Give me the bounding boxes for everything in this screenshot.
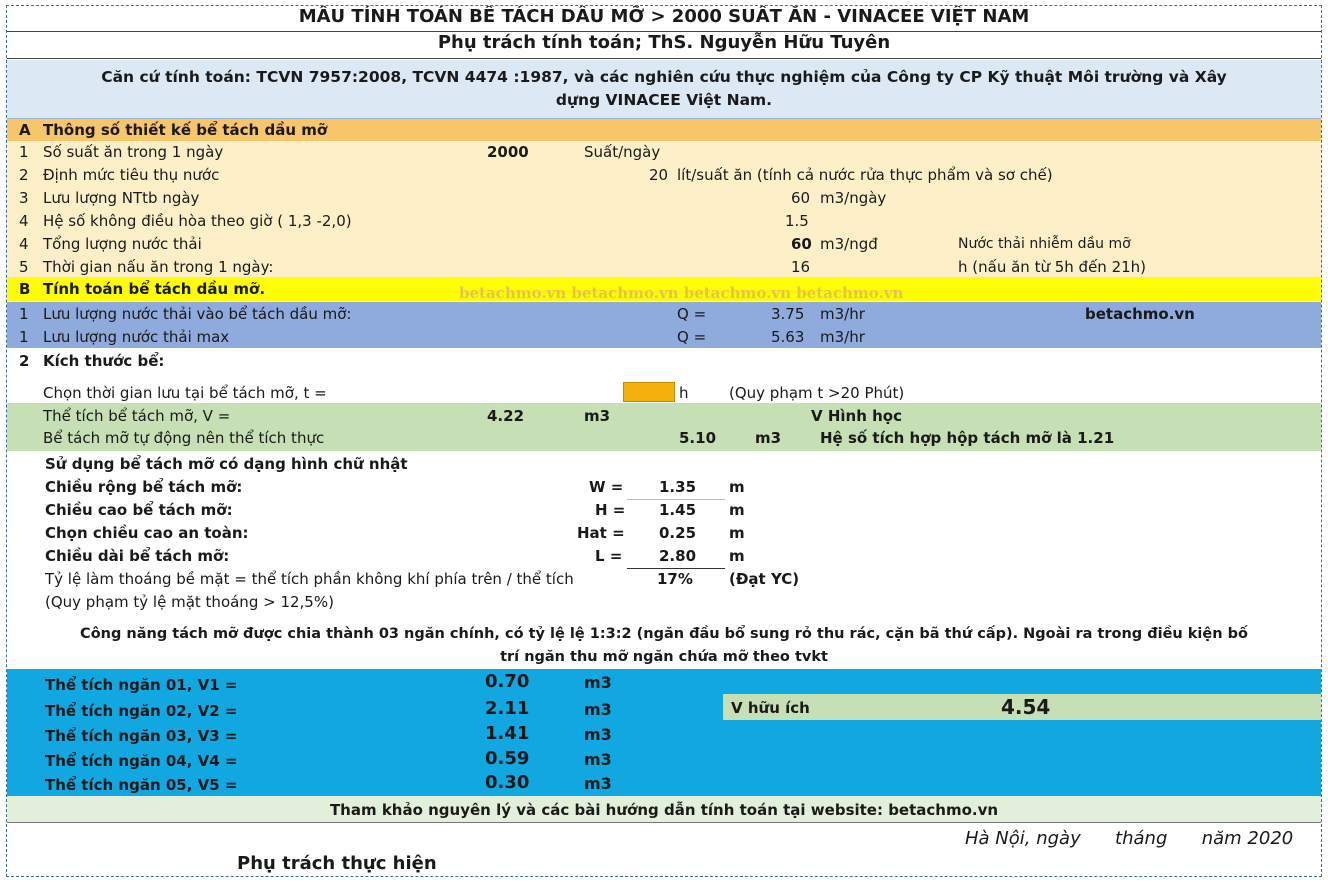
retention-unit: h <box>679 384 689 402</box>
row-number: 1 <box>19 328 29 346</box>
cooking-time-label: Thời gian nấu ăn trong 1 ngày: <box>43 258 274 276</box>
row-number: 4 <box>19 235 29 253</box>
inflow-symbol: Q = <box>677 305 707 323</box>
compartment-note-2: trí ngăn thu mỡ ngăn chứa mỡ theo tvkt <box>500 649 828 665</box>
watermark-text: betachmo.vn betachmo.vn betachmo.vn betachmo.vn <box>459 284 904 302</box>
compartments-block <box>7 669 1321 796</box>
avg-flow-unit: m3/ngày <box>820 189 887 207</box>
section-a-body <box>7 141 1321 277</box>
basis-line-1: Căn cứ tính toán: TCVN 7957:2008, TCVN 4474 :1987, và các nghiên cứu thực nghiệm của Công ty CP Kỹ thuật Môi trường và Xây <box>101 68 1227 86</box>
basis-band <box>7 60 1321 119</box>
author-band <box>7 32 1321 59</box>
total-flow-unit: m3/ngđ <box>820 235 878 253</box>
width-value: 1.35 <box>659 478 697 496</box>
volume-unit: m3 <box>584 407 611 425</box>
height-symbol: H = <box>595 501 626 519</box>
compartment-label: Thể tích ngăn 03, V3 = <box>45 727 238 745</box>
safe-height-label: Chọn chiều cao an toàn: <box>45 524 249 542</box>
ratio-label: Tỷ lệ làm thoáng bề mặt = thể tích phần không khí phía trên / thể tích <box>45 570 574 588</box>
width-label: Chiều rộng bể tách mỡ: <box>45 478 243 496</box>
compartment-unit: m3 <box>584 774 612 793</box>
ratio-norm: (Quy phạm tỷ lệ mặt thoáng > 12,5%) <box>45 593 334 611</box>
avg-flow-label: Lưu lượng NTtb ngày <box>43 189 200 207</box>
compartment-note-1: Công năng tách mỡ được chia thành 03 ngăn chính, có tỷ lệ lệ 1:3:2 (ngăn đầu bổ sung rỏ thu rác, cặn bã thứ cấp). Ngoài ra trong điều kiện bố <box>80 626 1248 642</box>
inflow-label: Lưu lượng nước thải vào bể tách dầu mỡ: <box>43 305 352 323</box>
rect-title: Sử dụng bể tách mỡ có dạng hình chữ nhật <box>45 455 408 473</box>
retention-input[interactable] <box>623 382 675 402</box>
volume-label: Thể tích bể tách mỡ, V = <box>43 407 231 425</box>
meals-label: Số suất ăn trong 1 ngày <box>43 143 224 161</box>
compartment-value: 0.59 <box>485 748 530 769</box>
section-a-title: Thông số thiết kế bể tách dầu mỡ <box>43 121 328 139</box>
ratio-value: 17% <box>657 570 693 588</box>
meals-value: 2000 <box>487 143 529 161</box>
compartment-value: 0.30 <box>485 772 530 793</box>
useful-volume-label: V hữu ích <box>731 699 810 717</box>
max-flow-value: 5.63 <box>771 328 805 346</box>
length-value: 2.80 <box>659 547 697 565</box>
inflow-unit: m3/hr <box>820 305 865 323</box>
row-number: 2 <box>19 166 29 184</box>
water-norm-label: Định mức tiêu thụ nước <box>43 166 220 184</box>
compartment-label: Thể tích ngăn 05, V5 = <box>45 776 238 794</box>
retention-note: (Quy phạm t >20 Phút) <box>729 384 905 402</box>
row-number: 3 <box>19 189 29 207</box>
water-norm-unit: lít/suất ăn (tính cả nước rửa thực phẩm và sơ chế) <box>677 166 1053 184</box>
section-b-letter: B <box>19 280 31 298</box>
section-a-letter: A <box>19 121 31 139</box>
width-unit: m <box>729 478 745 496</box>
length-symbol: L = <box>595 547 623 565</box>
size-title: Kích thước bể: <box>43 352 165 370</box>
compartment-unit: m3 <box>584 725 612 744</box>
safe-height-value: 0.25 <box>659 524 697 542</box>
auto-volume-value: 5.10 <box>679 429 717 447</box>
row-number: 4 <box>19 212 29 230</box>
compartment-unit: m3 <box>584 673 612 692</box>
total-flow-value: 60 <box>791 235 812 253</box>
total-flow-note: Nước thải nhiễm dầu mỡ <box>958 236 1131 252</box>
inflow-value: 3.75 <box>771 305 805 323</box>
underline-divider <box>627 499 725 500</box>
section-a-header <box>7 119 1321 141</box>
compartment-value: 2.11 <box>485 698 530 719</box>
row-number: 1 <box>19 305 29 323</box>
compartment-value: 1.41 <box>485 723 530 744</box>
total-flow-label: Tổng lượng nước thải <box>43 235 202 253</box>
signer-title: Phụ trách thực hiện <box>237 853 437 874</box>
auto-volume-unit: m3 <box>755 429 782 447</box>
ratio-status: (Đạt YC) <box>729 570 800 588</box>
volume-value: 4.22 <box>487 407 525 425</box>
row-number: 5 <box>19 258 29 276</box>
date-line: Hà Nội, ngày tháng năm 2020 <box>965 828 1294 849</box>
useful-volume-box <box>723 694 1322 720</box>
volume-note: V Hình học <box>811 407 902 425</box>
basis-line-2: dựng VINACEE Việt Nam. <box>555 91 773 109</box>
height-label: Chiều cao bể tách mỡ: <box>45 501 233 519</box>
cooking-time-note: h (nấu ăn từ 5h đến 21h) <box>958 258 1147 276</box>
meals-unit: Suất/ngày <box>584 143 661 161</box>
height-value: 1.45 <box>659 501 697 519</box>
underline-divider <box>627 568 725 569</box>
height-unit: m <box>729 501 745 519</box>
flow-rows <box>7 302 1321 348</box>
peak-factor-label: Hệ số không điều hòa theo giờ ( 1,3 -2,0) <box>43 212 352 230</box>
width-symbol: W = <box>589 478 624 496</box>
compartment-unit: m3 <box>584 750 612 769</box>
max-flow-unit: m3/hr <box>820 328 865 346</box>
compartment-unit: m3 <box>584 700 612 719</box>
auto-volume-label: Bể tách mỡ tự động nên thể tích thực <box>43 429 325 447</box>
rectangular-block <box>7 451 1321 669</box>
section-b-title: Tính toán bể tách dầu mỡ. <box>43 280 266 298</box>
compartment-value: 0.70 <box>485 671 530 692</box>
peak-factor-value: 1.5 <box>785 212 809 230</box>
length-unit: m <box>729 547 745 565</box>
row-number: 2 <box>19 352 30 370</box>
avg-flow-value: 60 <box>791 189 811 207</box>
cooking-time-value: 16 <box>791 258 811 276</box>
reference-text: Tham khảo nguyên lý và các bài hướng dẫn tính toán tại website: betachmo.vn <box>329 801 999 819</box>
compartment-label: Thể tích ngăn 04, V4 = <box>45 752 238 770</box>
author-line: Phụ trách tính toán; ThS. Nguyễn Hữu Tuyên <box>437 32 891 53</box>
row-number: 1 <box>19 143 29 161</box>
max-flow-label: Lưu lượng nước thải max <box>43 328 230 346</box>
length-label: Chiều dài bể tách mỡ: <box>45 547 230 565</box>
useful-volume-value: 4.54 <box>1001 695 1051 719</box>
calculation-sheet <box>6 5 1322 877</box>
compartment-label: Thể tích ngăn 01, V1 = <box>45 676 238 694</box>
page-title: MẪU TÍNH TOÁN BỂ TÁCH DẦU MỠ > 2000 SUẤT ĂN - VINACEE VIỆT NAM <box>298 6 1030 27</box>
safe-height-symbol: Hat = <box>577 524 625 542</box>
volume-block <box>7 403 1321 451</box>
compartment-label: Thể tích ngăn 02, V2 = <box>45 702 238 720</box>
max-flow-symbol: Q = <box>677 328 707 346</box>
website-label: betachmo.vn <box>1085 305 1195 323</box>
auto-volume-note: Hệ số tích hợp hộp tách mỡ là 1.21 <box>820 429 1115 447</box>
reference-band <box>7 796 1321 823</box>
title-band <box>7 6 1321 32</box>
safe-height-unit: m <box>729 524 745 542</box>
water-norm-value: 20 <box>649 166 669 184</box>
retention-label: Chọn thời gian lưu tại bể tách mỡ, t = <box>43 384 327 402</box>
